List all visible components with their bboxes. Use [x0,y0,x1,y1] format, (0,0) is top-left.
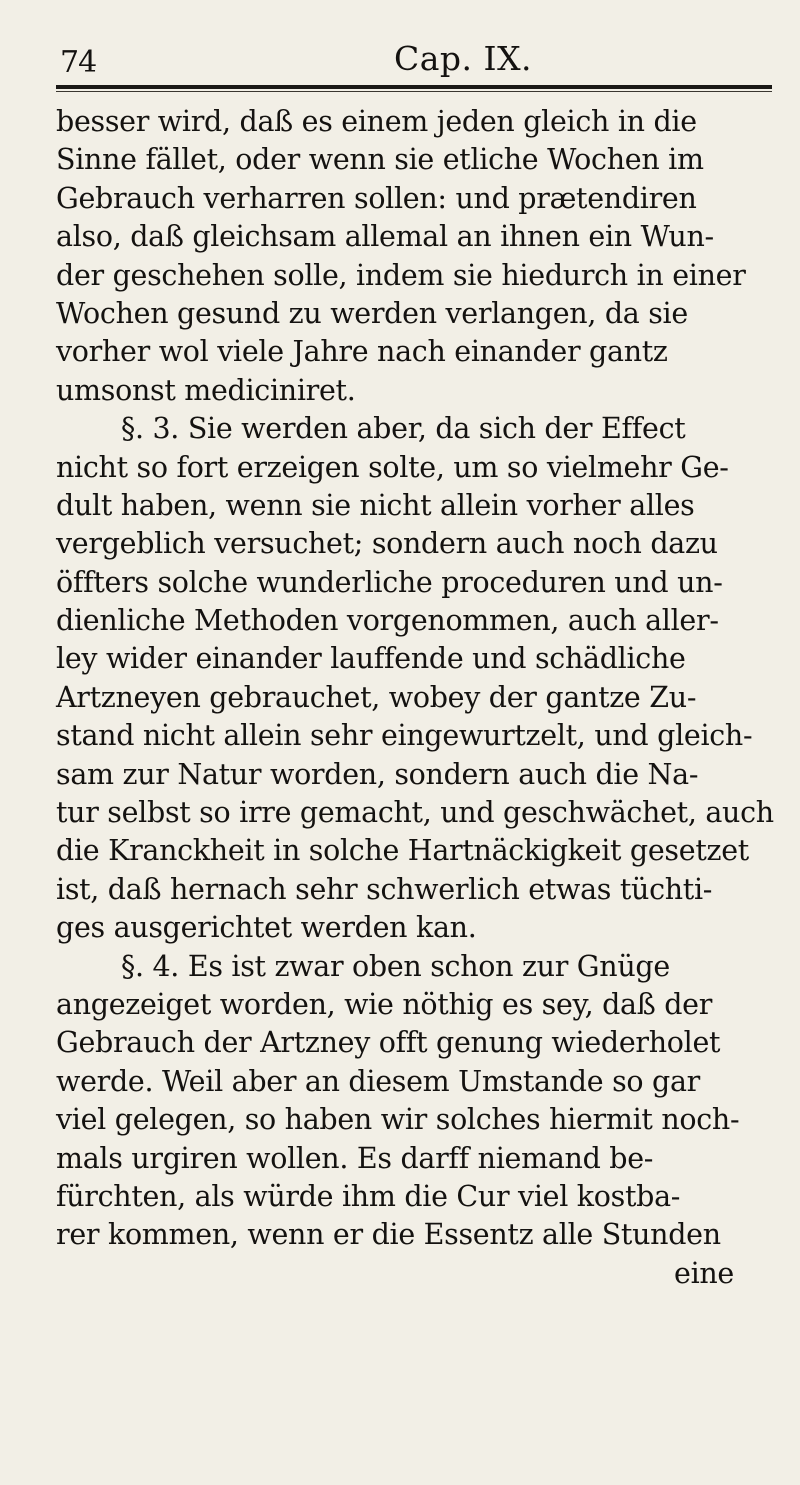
text-line: sam zur Natur worden, sondern auch die Na- [56,757,699,791]
text-line: Gebrauch der Artzney offt genung wiederholet [56,1026,721,1060]
text-line: der geschehen solle, indem sie hiedurch in einer [56,258,746,292]
header-rule-thin [56,91,772,92]
section-4-start: §. 4. Es ist zwar oben schon zur Gnüge [121,949,670,983]
text-line: die Kranckheit in solche Hartnäckigkeit gesetzet [56,834,749,868]
text-line: nicht so fort erzeigen solte, um so vielmehr Ge- [56,450,729,484]
header-rule [56,85,772,89]
text-line: tur selbst so irre gemacht, und geschwächet, auch [56,796,774,830]
text-line: mals urgiren wollen. Es darff niemand be- [56,1141,654,1175]
text-line: rer kommen, wenn er die Essentz alle Stunden [56,1218,721,1252]
page-number: 74 [60,45,97,80]
text-line: öffters solche wunderliche proceduren und un- [56,565,723,599]
text-line: Sinne fället, oder wenn sie etliche Wochen im [56,143,704,177]
text-line: Wochen gesund zu werden verlangen, da sie [56,296,688,330]
text-line: stand nicht allein sehr eingewurtzelt, und gleich- [56,719,753,753]
text-line: ges ausgerichtet werden kan. [56,911,477,945]
text-line: dienliche Methoden vorgenommen, auch aller- [56,604,719,638]
text-line: viel gelegen, so haben wir solches hiermit noch- [56,1103,740,1137]
text-line: ist, daß hernach sehr schwerlich etwas tüchti- [56,872,713,906]
text-line: besser wird, daß es einem jeden gleich in die [56,105,697,138]
text-line: also, daß gleichsam allemal an ihnen ein Wun- [56,220,714,254]
catchword: eine [674,1256,735,1290]
text-line: Artzneyen gebrauchet, wobey der gantze Zu- [56,680,697,714]
text-line: werde. Weil aber an diesem Umstande so gar [56,1064,700,1098]
text-line: fürchten, als würde ihm die Cur viel kostba- [56,1179,681,1213]
text-line: Gebrauch verharren sollen: und prætendiren [56,181,697,215]
page-header [56,40,772,80]
text-line: umsonst mediciniret. [56,373,356,407]
section-3-start: §. 3. Sie werden aber, da sich der Effect [121,412,686,446]
text-line: dult haben, wenn sie nicht allein vorher alles [56,488,695,522]
running-head: Cap. IX. [394,39,533,78]
body-text [56,103,780,1293]
text-line: angezeiget worden, wie nöthig es sey, daß der [56,987,713,1021]
text-line: ley wider einander lauffende und schädliche [56,642,686,676]
text-line: vergeblich versuchet; sondern auch noch dazu [56,527,718,561]
text-line: vorher wol viele Jahre nach einander gantz [56,335,668,369]
